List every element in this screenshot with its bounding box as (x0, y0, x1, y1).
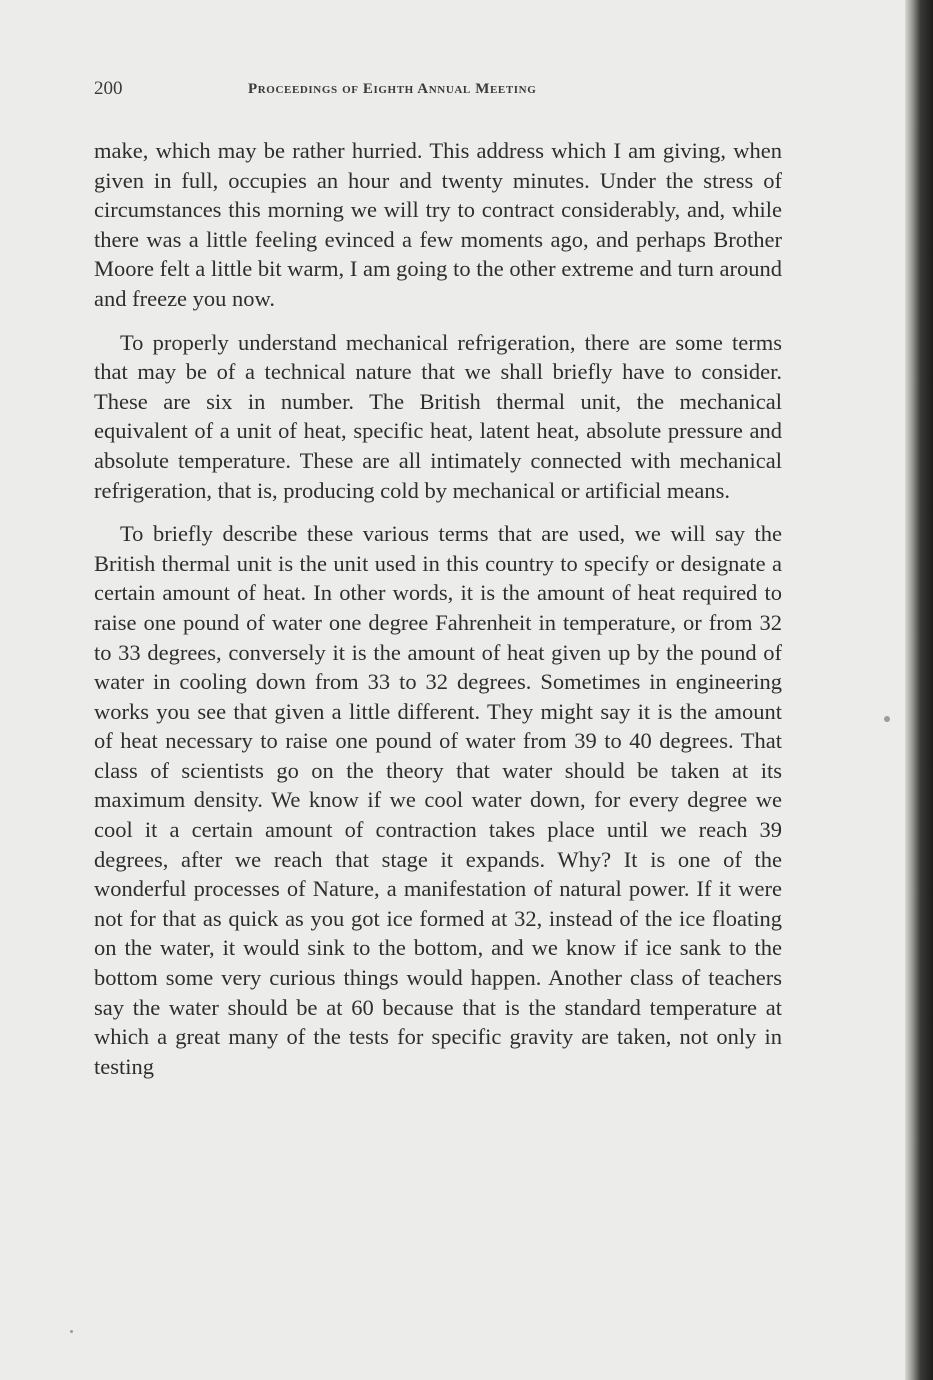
paragraph-1: make, which may be rather hurried. This address which I am giving, when given in full, occupies an hour and twenty minutes. Under the stress of circumstances this morning we will try to contract considerably, and, while there was a little feeling evinced a few moments ago, and perhaps Brother Moore felt a little bit warm, I am going to the other extreme and turn around and freeze you now. (94, 138, 782, 311)
paper-speck (70, 1330, 73, 1333)
paragraph-2: To properly understand mechanical refrigeration, there are some terms that may be of a technical nature that we shall briefly have to consider. These are six in number. The British thermal unit, the mechanical equivalent of a unit of heat, specific heat, latent heat, absolute pressure and absolute temperature. These are all intimately connected with mechanical refrigeration, that is, producing cold by mechanical or artificial means. (94, 329, 782, 503)
running-title: Proceedings of Eighth Annual Meeting (248, 81, 537, 97)
paper-speck (884, 716, 890, 722)
binding-edge (905, 0, 933, 1380)
paragraph-3: To briefly describe these various terms that are used, we will say the British thermal unit is the unit used in this country to specify or designate a certain amount of heat. In other words, it is the amount of heat required to raise one pound of water one degree Fahrenheit in temperature, or from 32 to 33 degrees, conversely it is the amount of heat given up by the pound of water in cooling down from 33 to 32 degrees. Sometimes in engineering works you see that given a little different. They might say it is the amount of heat necessary to raise one pound of water from 39 to 40 degrees. That class of scientists go on the theory that water should be taken at its maximum density. We know if we cool water down, for every degree we cool it a certain amount of contraction takes place until we reach 39 degrees, after we reach that stage it expands. Why? It is one of the wonderful processes of Nature, a manifestation of natural power. If it were not for that as quick as you got ice formed at 32, instead of the ice floating on the water, it would sink to the bottom, and we know if ice sank to the bottom some very curious things would happen. Another class of teachers say the water should be at 60 because that is the standard temperature at which a great many of the tests for specific gravity are taken, not only in testing (94, 521, 782, 1079)
page-number: 200 (94, 78, 123, 99)
body-text (94, 136, 782, 1095)
page-header (94, 78, 784, 108)
